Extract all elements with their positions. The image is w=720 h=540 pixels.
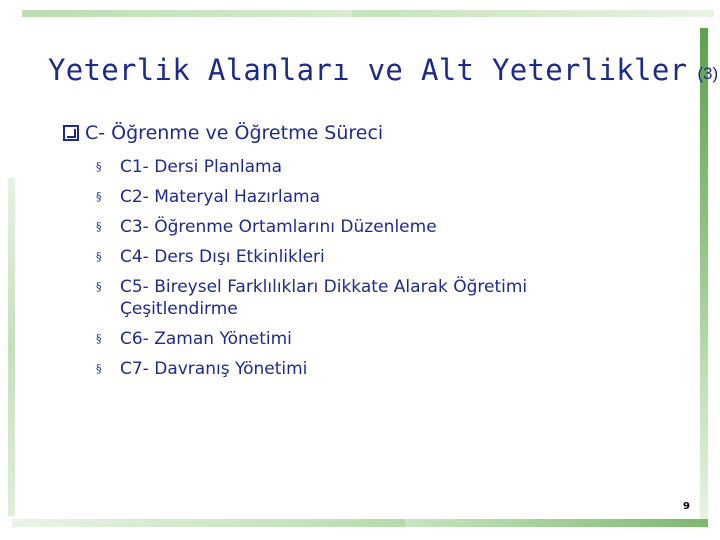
list-item-text: C3- Öğrenme Ortamlarını Düzenleme [120,217,437,237]
top-frame-accent [22,10,352,17]
list-item-text: C6- Zaman Yönetimi [120,329,292,349]
bullet-icon: § [96,332,102,345]
list-item-text: C4- Ders Dışı Etkinlikleri [120,247,325,267]
list-item [96,212,590,242]
list-item [96,354,590,384]
section-label: C- Öğrenme ve Öğretme Süreci [85,122,384,144]
list-item-text: C1- Dersi Planlama [120,157,283,177]
list-item [96,242,590,272]
slide-title [48,53,718,87]
checkbox-square-icon [63,125,79,141]
section-heading [63,122,383,144]
list-item [96,272,590,324]
competency-list [96,152,590,384]
bullet-icon: § [96,250,102,263]
left-frame-line [8,178,15,516]
bottom-frame-accent [405,519,708,527]
list-item [96,324,590,354]
list-item [96,182,590,212]
list-item-text: C7- Davranış Yönetimi [120,359,308,379]
page-number: 9 [683,501,690,512]
bullet-icon: § [96,280,102,293]
bullet-icon: § [96,190,102,203]
bullet-icon: § [96,160,102,173]
title-number: (3) [697,64,719,83]
list-item-text: C2- Materyal Hazırlama [120,187,320,207]
title-text: Yeterlik Alanları ve Alt Yeterlikler [48,53,688,87]
list-item-text: C5- Bireysel Farklılıkları Dikkate Alarak Öğretimi Çeşitlendirme [120,277,528,319]
list-item [96,152,590,182]
bullet-icon: § [96,220,102,233]
bullet-icon: § [96,362,102,375]
right-frame-line [700,28,708,528]
